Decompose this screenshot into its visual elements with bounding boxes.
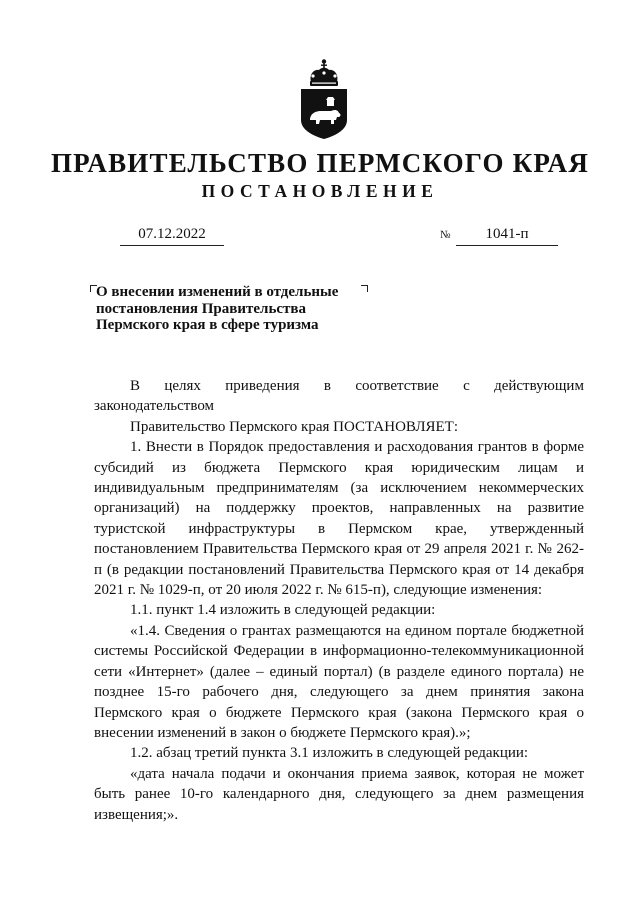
document-body [94, 376, 584, 825]
number-sign: № [440, 229, 451, 241]
document-number-field [440, 226, 562, 246]
item-1-2-text: «дата начала подачи и окончания приема заявок, которая не может быть ранее 10-го календарного дня, следующего за днем размещения извещения;». [94, 765, 584, 823]
lead-word: с [463, 378, 470, 394]
lead-word: в [323, 378, 331, 394]
item-1: 1. Внести в Порядок предоставления и расходования грантов в форме субсидий из бюджета Пермского края юридическим лицам и индивидуальным предпринимателям (за исключением некоммерческих организаций) на поддержку проектов, направленных на развитие туристской инфраструктуры в Пермском крае, утвержденный постановлением Правительства Пермского края от 29 апреля 2021 г. № 262-п (в редакции постановлений Правительства Пермского края от 14 декабря 2021 г. № 1029-п, от 20 июля 2022 г. № 615-п), следующие изменения: [94, 439, 584, 599]
subject-line: постановления Правительства [96, 300, 306, 317]
item-1-1: 1.1. пункт 1.4 изложить в следующей редакции: [130, 602, 436, 619]
lead-word: соответствие [355, 378, 439, 394]
subject-line: О внесении изменений в отдельные [96, 284, 339, 300]
document-date: 07.12.2022 [120, 226, 224, 246]
document-type: ПОСТАНОВЛЕНИЕ [201, 181, 439, 201]
resolution-statement: Правительство Пермского края ПОСТАНОВЛЯЕТ: [130, 418, 459, 435]
lead-paragraph-continuation: законодательством [94, 398, 215, 415]
government-title: ПРАВИТЕЛЬСТВО ПЕРМСКОГО КРАЯ [50, 148, 590, 178]
subject-line: Пермского края в сфере туризма [96, 317, 319, 333]
perm-krai-coat-of-arms-icon [295, 58, 353, 140]
lead-word: действующим [494, 378, 584, 394]
lead-paragraph-first-line [94, 376, 584, 396]
item-1-2: 1.2. абзац третий пункта 3.1 изложить в следующей редакции: [130, 745, 529, 762]
lead-word: В [130, 378, 141, 394]
document-number: 1041-п [456, 226, 558, 246]
document-subject [96, 284, 366, 334]
lead-word: приведения [225, 378, 300, 394]
item-1-1-text: «1.4. Сведения о грантах размещаются на едином портале бюджетной системы Российской Федерации в информационно-телекоммуникационной сети «Интернет» (далее – единый портал) (в разделе единого портала) не позднее 15-го рабочего дня, следующего за днем принятия закона Пермского края о бюджете Пермского края (закона Пермского края о внесении изменений в закон о бюджете Пермского края).»; [94, 622, 584, 741]
lead-word: целях [164, 378, 201, 394]
